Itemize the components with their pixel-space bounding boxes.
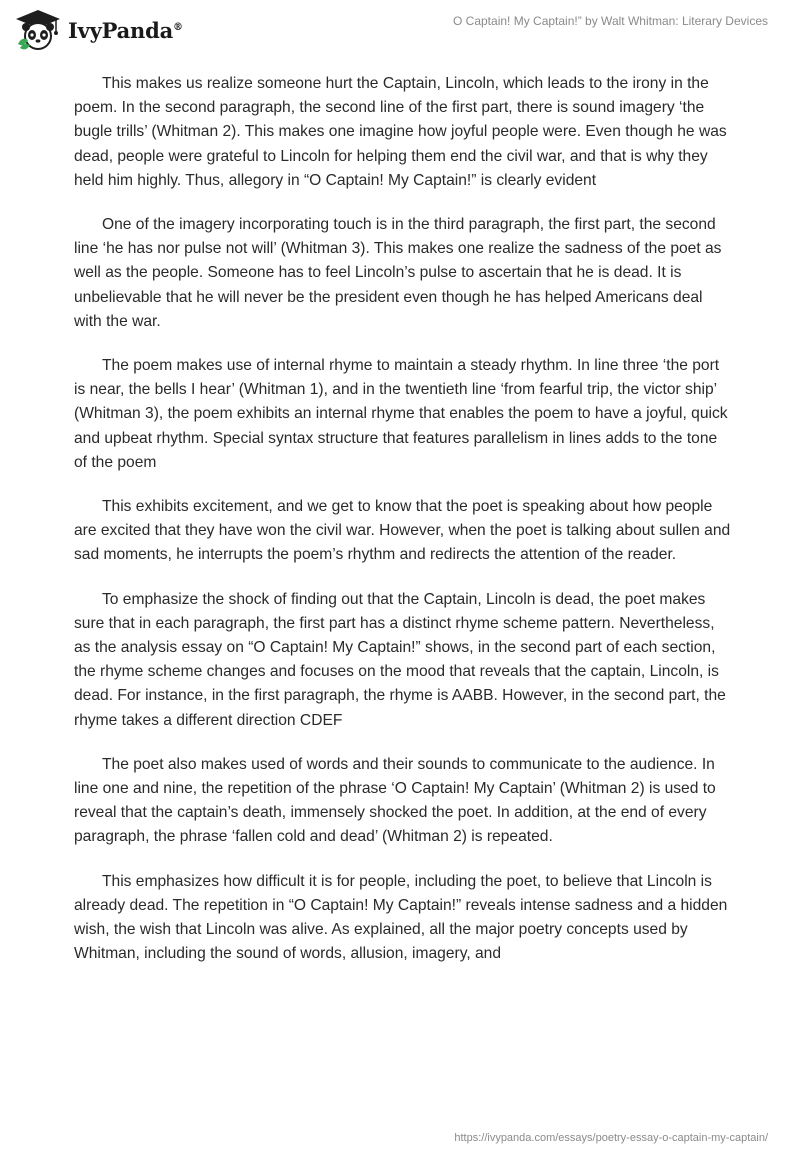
ivypanda-logo[interactable]: [14, 8, 183, 52]
document-title: O Captain! My Captain!” by Walt Whitman: Literary Devices: [453, 14, 768, 28]
paragraph: To emphasize the shock of finding out that the Captain, Lincoln is dead, the poet makes sure that in each paragraph, the first part has a distinct rhyme scheme pattern. Nevertheless, as the analysis essay on “O Captain! My Captain!” shows, in the second part of each section, the rhyme scheme changes and focuses on the mood that reveals that the captain, Lincoln, is dead. For instance, in the first paragraph, the rhyme is AABB. However, in the second part, the rhyme takes a different direction CDEF: [74, 590, 726, 729]
registered-mark: ®: [173, 21, 183, 33]
paragraph: The poet also makes used of words and their sounds to communicate to the audience. In line one and nine, the repetition of the phrase ‘O Captain! My Captain’ (Whitman 2) is used to reveal that the captain’s death, immensely shocked the poet. In addition, at the end of every paragraph, the phrase ‘fallen cold and dead’ (Whitman 2) is repeated.: [74, 755, 716, 846]
essay-body: [74, 72, 734, 987]
paragraph: This exhibits excitement, and we get to know that the poet is speaking about how people are excited that they have won the civil war. However, when the poet is talking about sullen and sad moments, he interrupts the poem’s rhythm and redirects the attention of the reader.: [74, 498, 731, 564]
panda-graduate-icon: [14, 8, 62, 52]
paragraph: The poem makes use of internal rhyme to maintain a steady rhythm. In line three ‘the port is near, the bells I hear’ (Whitman 1), and in the twentieth line ‘from fearful trip, the victor ship’ (Whitman 3), the poem exhibits an internal rhyme that enables the poem to have a joyful, quick and upbeat rhythm. Special syntax structure that features parallelism in lines adds to the tone of the poem: [74, 357, 728, 471]
paragraph: This emphasizes how difficult it is for people, including the poet, to believe that Lincoln is already dead. The repetition in “O Captain! My Captain!” reveals intense sadness and a hidden wish, the wish that Lincoln was alive. As explained, all the major poetry concepts used by Whitman, including the sound of words, allusion, imagery, and: [74, 872, 728, 963]
brand-name: IvyPanda®: [68, 17, 183, 43]
paragraph: One of the imagery incorporating touch is in the third paragraph, the first part, the second line ‘he has nor pulse not will’ (Whitman 3). This makes one realize the sadness of the poet as well as the people. Someone has to feel Lincoln’s pulse to ascertain that he is dead. It is unbelievable that he will never be the president even though he has helped Americans deal with the war.: [74, 216, 722, 330]
paragraph: This makes us realize someone hurt the Captain, Lincoln, which leads to the irony in the poem. In the second paragraph, the second line of the first part, there is sound imagery ‘the bugle trills’ (Whitman 2). This makes one imagine how joyful people were. Even though he was dead, people were grateful to Lincoln for helping them end the civil war, and that is why they held him highly. Thus, allegory in “O Captain! My Captain!” is clearly evident: [74, 75, 727, 189]
page-header: [0, 0, 800, 60]
source-url-link[interactable]: https://ivypanda.com/essays/poetry-essay-o-captain-my-captain/: [454, 1132, 768, 1144]
